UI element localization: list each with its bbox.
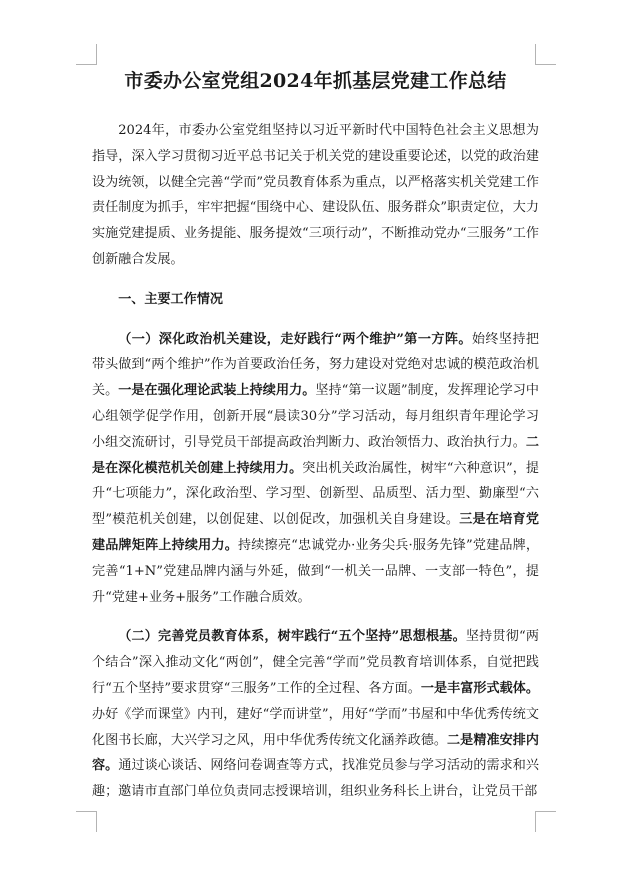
document-title: 市委办公室党组2024年抓基层党建工作总结 <box>124 70 507 92</box>
paragraph-text: 坚持“第一议题”制度，发挥理论学习中心组领学促学作用，创新开展“晨读30分”学习活动，每月组织青年理论学习小组交流研讨，引导党员干部提高政治判断力、政治领悟力、政治执行力。 <box>92 383 540 450</box>
point-heading: 二是在深化模范机关创建上持续用力。 <box>92 434 539 476</box>
point-heading: 二是精准安排内容。 <box>92 732 540 774</box>
point-heading: 一是在强化理论武装上持续用力。 <box>118 383 316 399</box>
paragraph-text: 通过谈心谈话、网络问卷调查等方式，找准党员参与学习活动的需求和兴趣；邀请市直部门单位负责同志授课培训，组织业务科长上讲台，让党员干部 <box>92 758 540 800</box>
point-heading: 一是丰富形式载体。 <box>420 680 539 696</box>
paragraph-education-system <box>92 624 539 805</box>
paragraph-text: 办好《学而课堂》内刊，建好“学而讲堂”，用好“学而”书屋和中华优秀传统文化图书长廊，大兴学习之风，用中华优秀传统文化涵养政德。 <box>92 706 539 748</box>
paragraph-political-building <box>92 327 539 611</box>
paragraph-lead: （二）完善党员教育体系，树牢践行“五个坚持”思想根基。 <box>118 629 466 645</box>
page-corner-mark-bottom-right <box>535 811 556 832</box>
paragraph-text: 突出机关政治属性，树牢“六种意识”，提升“七项能力”，深化政治型、学习型、创新型、品质型、活力型、勤廉型“六型”模范机关创建，以创促建、以创促改，加强机关自身建设。 <box>92 460 540 528</box>
paragraph-text: 始终坚持把带头做到“两个维护”作为首要政治任务，努力建设对党绝对忠诚的模范政治机关。 <box>92 331 540 399</box>
point-heading: 三是在培育党建品牌矩阵上持续用力。 <box>92 512 539 553</box>
paragraph-text: 坚持贯彻“两个结合”深入推动文化“两创”，健全完善“学而”党员教育培训体系，自觉把践行“五个坚持”要求贯穿“三服务”工作的全过程、各方面。 <box>92 629 539 696</box>
page-corner-mark-top-left <box>76 44 97 65</box>
document-body <box>92 118 539 805</box>
page-corner-mark-top-right <box>535 44 556 65</box>
intro-paragraph: 2024年，市委办公室党组坚持以习近平新时代中国特色社会主义思想为指导，深入学习贯彻习近平总书记关于机关党的建设重要论述，以党的政治建设为统领，以健全完善“学而”党员教育体系为重点，以严格落实机关党建工作责任制度为抓手，牢牢把握“围绕中心、建设队伍、服务群众”职责定位，大力实施党建提质、业务提能、服务提效“三项行动”，不断推动党办“三服务”工作创新融合发展。 <box>92 123 539 267</box>
page-corner-mark-bottom-left <box>76 811 97 832</box>
paragraph-text: 持续擦亮“忠诚党办·业务尖兵·服务先锋”党建品牌，完善“1+N”党建品牌内涵与外延，做到“一机关一品牌、一支部一特色”，提升“党建+业务+服务”工作融合质效。 <box>92 537 540 605</box>
paragraph-lead: （一）深化政治机关建设，走好践行“两个维护”第一方阵。 <box>118 331 472 347</box>
section-heading: 一、主要工作情况 <box>118 291 223 307</box>
